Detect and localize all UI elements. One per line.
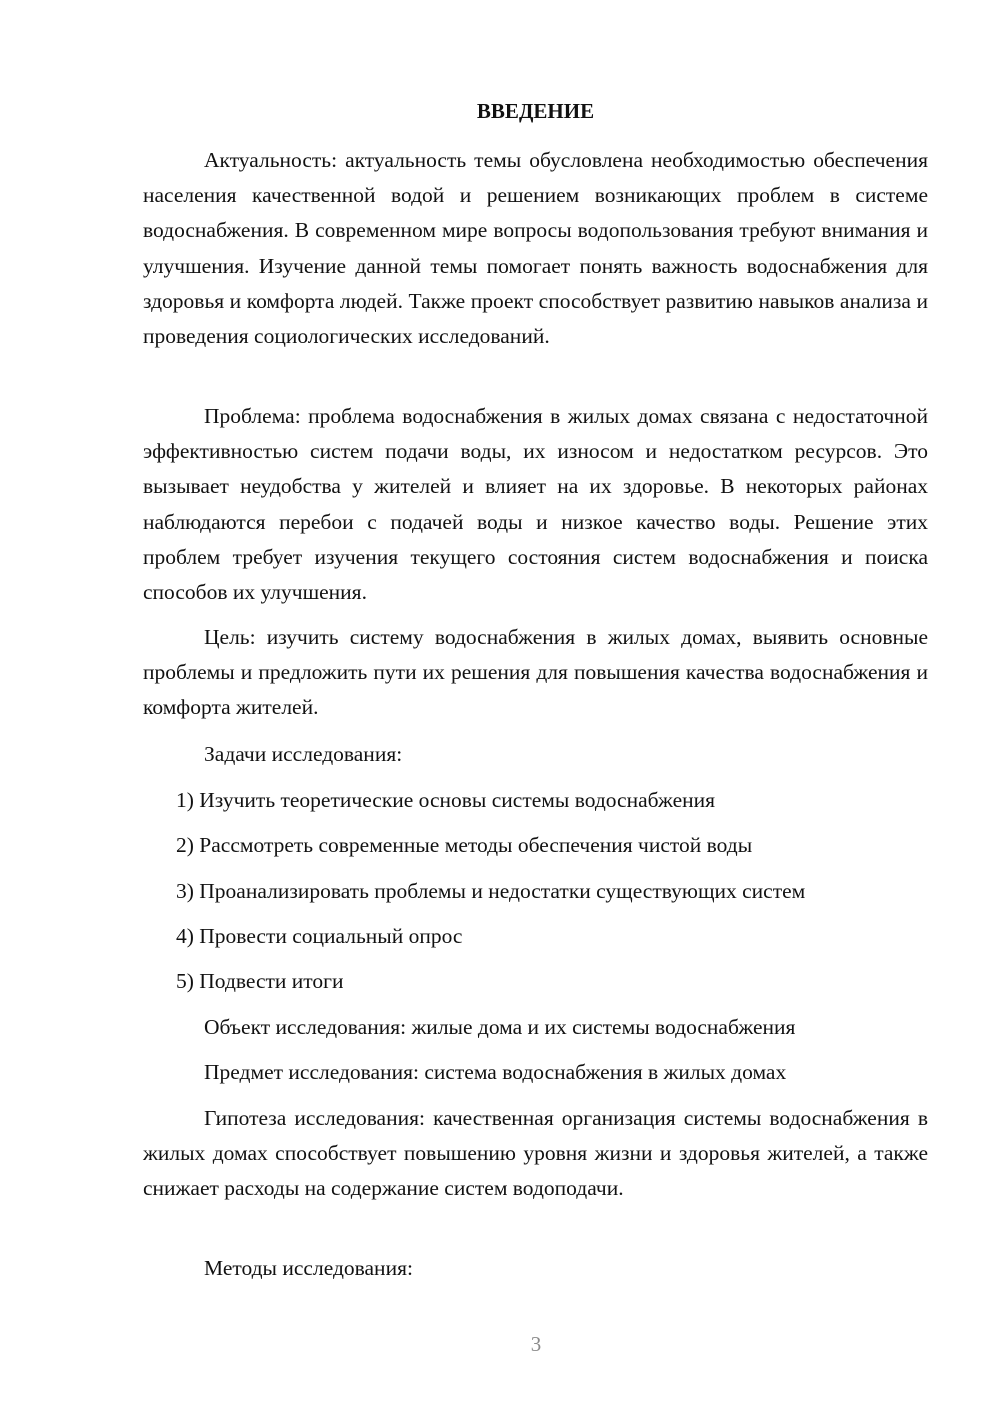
subject-line: Предмет исследования: система водоснабжения в жилых домах [204, 1060, 787, 1084]
tasks-heading: Задачи исследования: [204, 742, 403, 766]
page-number: 3 [530, 1332, 542, 1356]
relevance-paragraph: Актуальность: актуальность темы обусловлена необходимостью обеспечения населения качественной водой и решением возникающих проблем в системе водоснабжения. В современном мире вопросы водопользования требуют внимания и улучшения. Изучение данной темы помогает понять важность водоснабжения для здоровья и комфорта людей. Также проект способствует развитию навыков анализа и проведения социологических исследований. [143, 148, 928, 349]
hypothesis-paragraph: Гипотеза исследования: качественная организация системы водоснабжения в жилых домах способствует повышению уровня жизни и здоровья жителей, а также снижает расходы на содержание систем водоподачи. [143, 1106, 928, 1201]
problem-paragraph: Проблема: проблема водоснабжения в жилых домах связана с недостаточной эффективностью систем подачи воды, их износом и недостатком ресурсов. Это вызывает неудобства у жителей и влияет на их здоровье. В некоторых районах наблюдаются перебои с подачей воды и низкое качество воды. Решение этих проблем требует изучения текущего состояния систем водоснабжения и поиска способов их улучшения. [143, 404, 928, 605]
methods-heading: Методы исследования: [204, 1256, 413, 1280]
object-line: Объект исследования: жилые дома и их системы водоснабжения [204, 1015, 796, 1039]
page-title: ВВЕДЕНИЕ [476, 99, 595, 123]
list-item: 3) Проанализировать проблемы и недостатки существующих систем [176, 879, 806, 903]
list-item: 4) Провести социальный опрос [176, 924, 463, 948]
list-item: 2) Рассмотреть современные методы обеспечения чистой воды [176, 833, 753, 857]
list-item: 1) Изучить теоретические основы системы водоснабжения [176, 788, 716, 812]
goal-paragraph: Цель: изучить систему водоснабжения в жилых домах, выявить основные проблемы и предложить пути их решения для повышения качества водоснабжения и комфорта жителей. [143, 625, 928, 720]
list-item: 5) Подвести итоги [176, 969, 344, 993]
